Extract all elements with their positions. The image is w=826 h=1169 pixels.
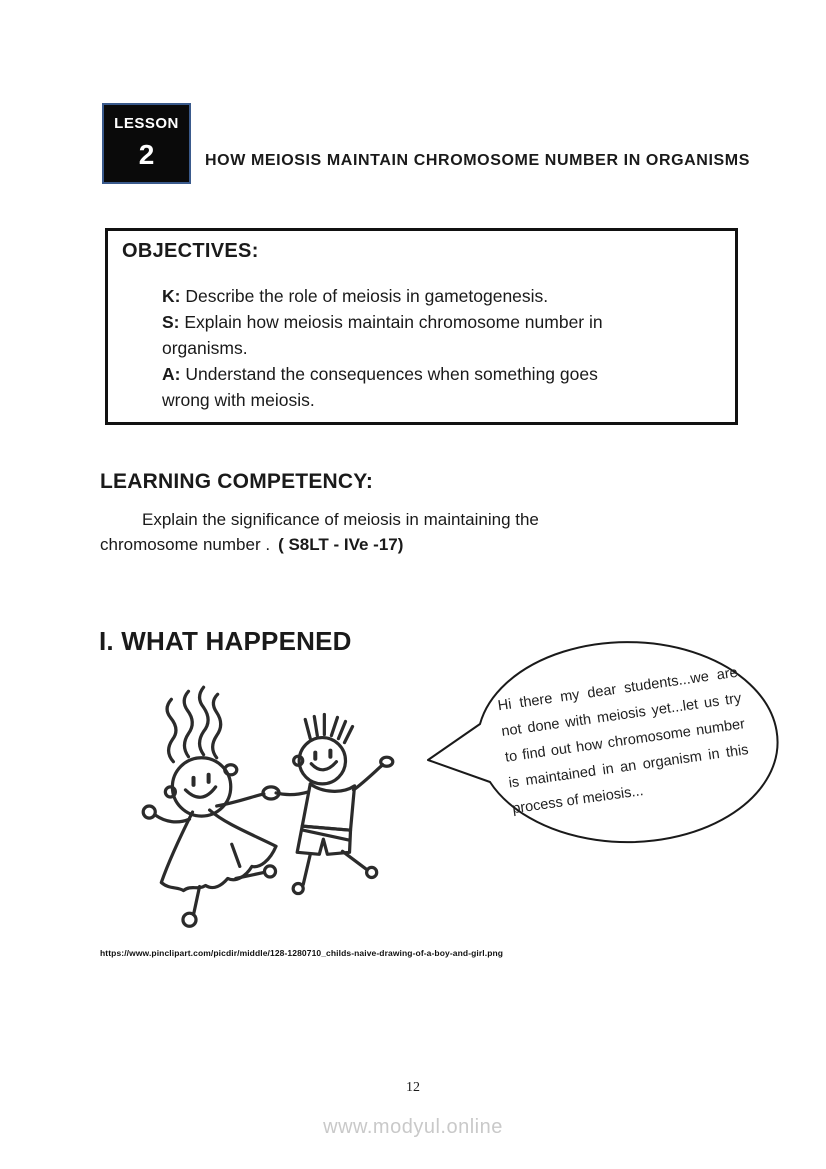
boy-hair-spike — [344, 727, 352, 743]
boy-leg — [342, 851, 366, 869]
illustration-credit-url: https://www.pinclipart.com/picdir/middle/128-1280710_childs-naive-drawing-of-a-boy-and-girl.png — [100, 948, 504, 958]
girl-arm — [155, 815, 189, 822]
speech-bubble — [420, 632, 792, 866]
boy-foot — [367, 867, 377, 877]
girl-hair-strand — [213, 694, 221, 757]
girl-hair-strand — [184, 691, 192, 756]
objective-text: Explain how meiosis maintain chromosome number in organisms. — [162, 312, 603, 358]
boy-arm — [354, 765, 383, 790]
boy-hair-spike — [331, 717, 337, 735]
girl-dress-fold — [232, 844, 240, 866]
lesson-badge — [102, 103, 191, 184]
objective-item-attitude — [162, 361, 628, 413]
girl-foot — [183, 913, 196, 926]
boy-shirt — [302, 784, 354, 830]
page-number: 12 — [406, 1080, 420, 1095]
objectives-list — [162, 283, 628, 413]
boy-hair-spike — [314, 716, 317, 735]
girl-head — [172, 758, 230, 816]
girl-hair-strand — [167, 699, 176, 761]
boy-leg — [303, 854, 310, 884]
learning-competency-text — [100, 507, 622, 557]
girl-ear — [165, 787, 175, 797]
girl-hair-strand — [200, 687, 209, 754]
objective-prefix: A: — [162, 364, 181, 384]
competency-code: ( S8LT - IVe -17) — [278, 535, 404, 554]
boy-hair-spike — [338, 721, 345, 738]
objective-item-knowledge — [162, 283, 628, 309]
speech-bubble-text: Hi there my dear students...we are not done with meiosis yet...let us try to find out how chromosome number is maintained in an organism in this process of meiosis... — [496, 664, 750, 818]
objectives-box — [105, 228, 738, 425]
girl-arm — [217, 794, 264, 806]
objective-text: Understand the consequences when something goes wrong with meiosis. — [162, 364, 598, 410]
boy-smile — [311, 762, 336, 770]
girl-smile — [185, 787, 215, 797]
boy-shorts-seam — [303, 830, 349, 840]
lesson-badge-label: LESSON — [114, 115, 179, 132]
learning-competency-heading: LEARNING COMPETENCY: — [100, 470, 374, 493]
objectives-heading: OBJECTIVES: — [122, 240, 259, 262]
girl-leg — [236, 872, 264, 878]
boy-foot — [293, 884, 303, 894]
lesson-title: HOW MEIOSIS MAINTAIN CHROMOSOME NUMBER IN ORGANISMS — [205, 152, 750, 169]
boy-arm — [276, 792, 308, 795]
girl-hand — [143, 806, 155, 818]
site-watermark: www.modyul.online — [323, 1116, 503, 1138]
objective-prefix: K: — [162, 286, 181, 306]
competency-statement: Explain the significance of meiosis in maintaining the chromosome number . — [100, 510, 539, 554]
girl-leg — [194, 887, 200, 915]
boy-hand — [381, 757, 393, 766]
boy-hair-spike — [305, 719, 310, 738]
objective-text: Describe the role of meiosis in gametogenesis. — [185, 286, 549, 306]
boy-head — [299, 738, 345, 784]
girl-foot — [264, 866, 275, 877]
boy-and-girl-drawing — [113, 653, 425, 955]
lesson-badge-number: 2 — [138, 139, 155, 170]
objective-prefix: S: — [162, 312, 180, 332]
objective-item-skill — [162, 309, 628, 361]
section-heading-what-happened: I. WHAT HAPPENED — [99, 626, 352, 656]
